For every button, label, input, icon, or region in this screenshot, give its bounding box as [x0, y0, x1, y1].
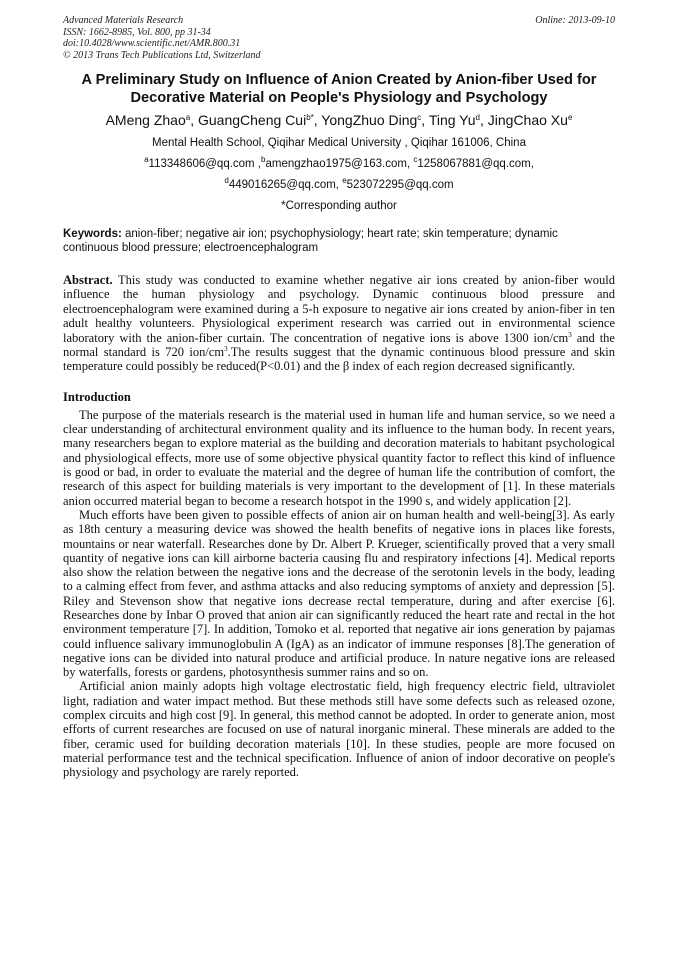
author-mark: c	[417, 113, 422, 122]
issn-line: ISSN: 1662-8985, Vol. 800, pp 31-34	[63, 26, 211, 38]
abstract-text-3: .The results suggest that the dynamic continuous blood pressure and skin temperature could possibly be reduced(P<0.01) and the β index of each region decreased significantly.	[63, 345, 615, 374]
author-mark: e	[567, 113, 573, 122]
author-name: YongZhuo Ding	[321, 112, 418, 128]
copyright-line: © 2013 Trans Tech Publications Ltd, Switzerland	[63, 49, 261, 61]
email-line-2: $^d$449016265@qq.com, $^e$523072295@qq.com	[224, 176, 454, 191]
abstract-sup-2: 3	[224, 345, 228, 354]
abstract-text-1: This study was conducted to examine whether negative air ions created by anion-fiber would influence the human physiology and psychology. Dynamic continuous blood pressure and electroencephalogram were examined during a 5-h exposure to negative air ions created by anion-fiber in ten adult healthy volunteers. Physiological experiment research was carried out in environmental science laboratory with the anion-fiber curtain. The concentration of negative ions is above 1300 ion/cm	[63, 273, 615, 345]
author-list: AMeng Zhao$^a$, GuangCheng Cui$^{b*}$, YongZhuo Ding$^c$, Ting Yu$^d$, JingChao Xu$^e$	[105, 112, 573, 128]
introduction-heading: Introduction	[63, 389, 131, 404]
journal-name: Advanced Materials Research	[63, 15, 184, 26]
abstract-label: Abstract.	[63, 273, 113, 287]
author-name: JingChao Xu	[487, 112, 568, 128]
abstract-block	[63, 273, 615, 374]
doi-line: doi:10.4028/www.scientific.net/AMR.800.31	[63, 38, 241, 49]
email-b: amengzhao1975@163.com	[265, 158, 407, 170]
abstract-text-2: and the normal standard is 720 ion/cm	[63, 330, 615, 360]
author-name: GuangCheng Cui	[198, 112, 307, 128]
author-name: AMeng Zhao	[105, 112, 186, 128]
email-d: 449016265@qq.com	[228, 179, 336, 191]
intro-paragraph-1: The purpose of the materials research is the material used in human life and human service, so we need a clear understanding of architectural environment quality and its influence to the human body. In recent years, many researchers began to explore material as the building and decoration materials to habitant psychological and physiological effects, more use of some objective physical quantity factor to reflect this kind of influence is good or bad, in order to evaluate the material and the degree of human life the contribution of comfort, the research of this aspect for building materials is very important to the development of [1]. In these materials anion occurred material began to become a research hotspot in the 1990 s, and widely application [2].	[63, 407, 615, 508]
keywords-label: Keywords:	[63, 228, 122, 240]
paper-title: A Preliminary Study on Influence of Anion Created by Anion-fiber Used for Decorative Material on People's Physiology and Psychology	[81, 72, 597, 106]
abstract-sup-1: 3	[568, 330, 572, 339]
author-name: Ting Yu	[428, 112, 476, 128]
email-c: 1258067881@qq.com	[417, 158, 531, 170]
affiliation: Mental Health School, Qiqihar Medical University , Qiqihar 161006, China	[152, 137, 526, 149]
author-mark: d	[475, 113, 480, 122]
author-mark: b*	[306, 113, 314, 122]
online-date: Online: 2013-09-10	[535, 15, 615, 26]
corresponding-author-note: *Corresponding author	[281, 200, 397, 212]
author-mark: a	[185, 113, 191, 122]
email-a: 113348606@qq.com	[148, 158, 255, 170]
keywords-block	[63, 227, 615, 255]
intro-paragraph-3: Artificial anion mainly adopts high voltage electrostatic field, high frequency electric field, ultraviolet light, radiation and water impact method. But these methods still have some defects such as released ozone, complex circuits and high cost [9]. In general, this method cannot be adopted. In order to generate anion, most efforts of current researches are focused on use of natural inorganic mineral. These minerals are added to the fiber, ceramic used for building decoration materials [10]. In these studies, people are more focused on material performance test and the technical specification. Influence of anion of indoor decorative on people's physiology and psychology are rarely reported.	[63, 679, 615, 780]
email-e: 523072295@qq.com	[346, 179, 454, 191]
email-line-1: $^a$113348606@qq.com ,$^b$amengzhao1975@163.com, $^c$1258067881@qq.com,	[144, 155, 534, 170]
keywords-text: anion-fiber; negative air ion; psychophysiology; heart rate; skin temperature; dynamic continuous blood pressure; electroencephalogram	[63, 228, 558, 254]
intro-paragraph-2: Much efforts have been given to possible effects of anion air on human health and well-being[3]. As early as 18th century a measuring device was showed the health benefits of negative ions in places like forests, mountains or near waterfall. Researches done by Dr. Albert P. Krueger, scientifically proved that a very small quantity of negative ions can kill airborne bacteria causing flu and respiratory infections [4]. Medical reports also show the relation between the negative ions and the decrease of the serotonin levels in the body, leading to a calming effect from fever, and asthma attacks and also reducing symptoms of anxiety and depression [5]. Riley and Stevenson show that negative ions decrease rectal temperature, during and after exercise [6]. Researches done by Inbar O proved that anion air can significantly reduced the heart rate and rectal in the hot environment temperature [7]. In addition, Tomoko et al. reported that negative air ions generation by pajamas could influence salivary immunoglobulin A (IgA) as an indicator of immune responses [8].The generation of negative ions can be divided into natural produce and artificial produce. In nature negative ions are released by waterfalls, forests or gardens, photosynthesis summer rains and so on.	[63, 507, 615, 680]
journal-header	[63, 15, 615, 61]
